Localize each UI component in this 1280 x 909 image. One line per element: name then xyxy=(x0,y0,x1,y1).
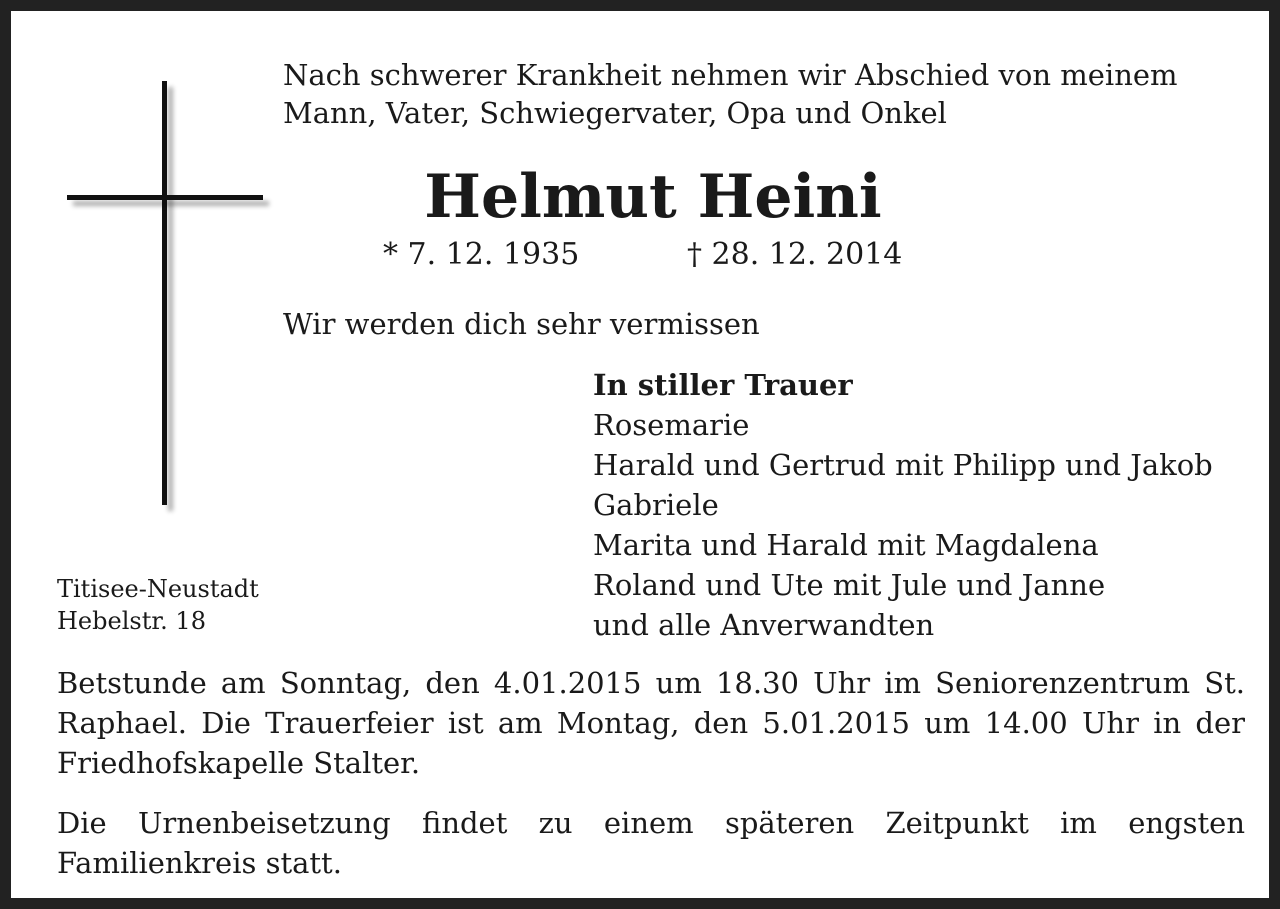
cross-horizontal-beam xyxy=(67,195,263,200)
mourner-entry: und alle Anverwandten xyxy=(593,608,935,642)
cross-vertical-beam xyxy=(162,81,167,505)
mourner-entry: Marita und Harald mit Magdalena xyxy=(593,528,1099,562)
mourners-heading: In stiller Trauer xyxy=(593,368,853,402)
intro-line-1: Nach schwerer Krankheit nehmen wir Abschied von meinem xyxy=(283,58,1178,92)
intro-line-2: Mann, Vater, Schwiegervater, Opa und Onkel xyxy=(283,96,947,130)
address-street: Hebelstr. 18 xyxy=(57,607,206,635)
service-details: Betstunde am Sonntag, den 4.01.2015 um 18.30 Uhr im Seniorenzentrum St. Raphael. Die Trauerfeier ist am Montag, den 5.01.2015 um 14.00 Uhr in der Friedhofskapelle Stalter. xyxy=(57,666,1245,780)
intro-text xyxy=(283,56,1263,132)
mourner-entry: Harald und Gertrud mit Philipp und Jakob xyxy=(593,448,1213,482)
mourner-entry: Roland und Ute mit Jule und Janne xyxy=(593,568,1106,602)
birth-date: * 7. 12. 1935 xyxy=(383,237,580,272)
mourner-entry: Rosemarie xyxy=(593,408,750,442)
burial-details: Die Urnenbeisetzung findet zu einem späteren Zeitpunkt im engsten Familienkreis statt. xyxy=(57,806,1245,880)
farewell-line: Wir werden dich sehr vermissen xyxy=(283,307,760,341)
death-date: † 28. 12. 2014 xyxy=(687,237,903,272)
address-block xyxy=(57,573,259,637)
address-city: Titisee-Neustadt xyxy=(57,575,259,603)
mourner-entry: Gabriele xyxy=(593,488,719,522)
mourners-list xyxy=(593,365,1273,645)
deceased-name: Helmut Heini xyxy=(424,162,882,232)
